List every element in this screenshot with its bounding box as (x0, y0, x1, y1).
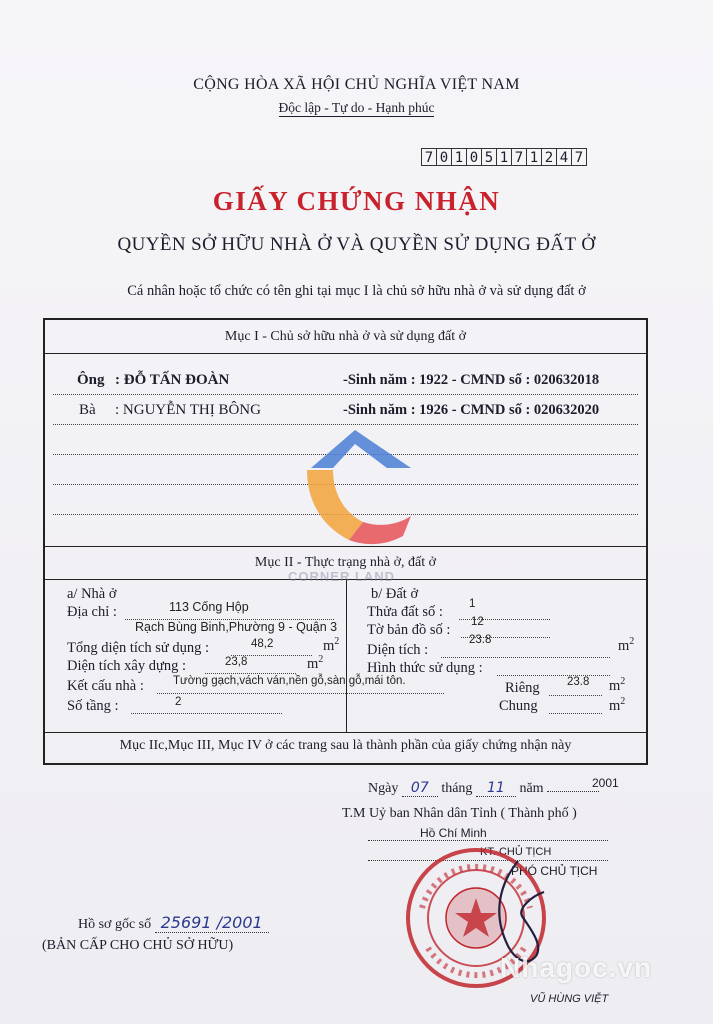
floors-label: Số tầng : (67, 698, 119, 714)
land-area-label: Diện tích : (367, 642, 429, 658)
dotted-rule (497, 675, 610, 676)
land-area-value: 23.8 (469, 634, 492, 646)
site-watermark: Nhagoc.vn (500, 952, 653, 983)
chair-title: PHÓ CHỦ TỊCH (511, 864, 598, 878)
dotted-rule (131, 713, 282, 714)
serial-digit: 7 (421, 148, 437, 166)
committee-city: Hồ Chí Minh (420, 826, 487, 840)
serial-digit: 0 (436, 148, 452, 166)
issue-year: 2001 (592, 776, 619, 790)
dotted-rule (441, 657, 610, 658)
corner-land-logo-text: CORNER LAND (288, 569, 396, 584)
deputy-line: KT. CHỦ TỊCH (480, 846, 552, 858)
owner-2-name: : NGUYỄN THỊ BÔNG (115, 402, 261, 418)
land-area-unit: $m^2$ (618, 636, 635, 654)
structure-label: Kết cấu nhà : (67, 678, 144, 694)
dotted-rule (53, 394, 638, 395)
build-area-label: Diện tích xây dựng : (67, 658, 187, 674)
issue-month: 11 (476, 780, 516, 797)
section2-heading: Mục II - Thực trạng nhà ở, đất ở (45, 546, 646, 580)
shared-label: Chung (499, 698, 538, 714)
dotted-rule (549, 713, 602, 714)
table-rule (45, 732, 646, 733)
owner-1-name: : ĐỖ TẤN ĐOÀN (115, 372, 230, 388)
dotted-rule (205, 673, 296, 674)
lot-value: 1 (469, 598, 476, 610)
owner-2-prefix: Bà (79, 402, 96, 418)
file-number (78, 913, 269, 933)
address-label: Địa chỉ : (67, 604, 117, 620)
build-area-value: 23,8 (225, 656, 248, 668)
file-label: Hồ sơ gốc số (78, 917, 152, 932)
owner-2-birth: -Sinh năm : 1926 - CMND số : 020632020 (343, 402, 600, 418)
column-divider (346, 580, 347, 732)
motto-text: Độc lập - Tự do - Hạnh phúc (278, 100, 435, 115)
floors-value: 2 (175, 696, 182, 708)
private-area-value: 23.8 (567, 676, 590, 688)
file-number-value: 25691 /2001 (155, 913, 269, 933)
map-value: 12 (471, 616, 484, 628)
serial-digit: 2 (541, 148, 557, 166)
land-label: b/ Đất ở (371, 586, 419, 602)
corner-land-logo-icon (303, 430, 413, 558)
total-area-label: Tổng diện tích sử dụng : (67, 640, 209, 656)
signer-name: VŨ HÙNG VIỆT (530, 993, 609, 1005)
serial-digit: 7 (511, 148, 527, 166)
address-line-2: Rạch Bùng Binh,Phường 9 - Quận 3 (135, 620, 338, 634)
dotted-rule (53, 424, 638, 425)
owner-1-birth: -Sinh năm : 1922 - CMND số : 020632018 (343, 372, 600, 388)
certificate-subtitle: QUYỀN SỞ HỮU NHÀ Ở VÀ QUYỀN SỬ DỤNG ĐẤT Ở (117, 234, 596, 255)
shared-area-unit: $m^2$ (609, 696, 626, 714)
serial-digit: 1 (526, 148, 542, 166)
serial-number (422, 148, 587, 166)
national-title: CỘNG HÒA XÃ HỘI CHỦ NGHĨA VIỆT NAM (193, 76, 520, 93)
lot-label: Thửa đất số : (367, 604, 443, 620)
certificate-title: GIẤY CHỨNG NHẬN (212, 186, 501, 216)
copy-note: (BẢN CẤP CHO CHỦ SỞ HỮU) (42, 938, 234, 953)
serial-digit: 1 (496, 148, 512, 166)
committee-title: T.M Uỷ ban Nhân dân Tỉnh ( Thành phố ) (342, 806, 577, 821)
motto (0, 100, 713, 116)
owner-1-prefix: Ông (77, 372, 105, 388)
certificate-table (43, 318, 648, 765)
dotted-rule (157, 693, 444, 694)
issue-day: 07 (402, 780, 438, 797)
serial-digit: 5 (481, 148, 497, 166)
serial-digit: 7 (571, 148, 587, 166)
address-line-1: 113 Cống Hộp (169, 600, 249, 614)
serial-digit: 4 (556, 148, 572, 166)
footnote: Mục IIc,Mục III, Mục IV ở các trang sau là thành phần của giấy chứng nhận này (119, 738, 572, 753)
issue-date: Ngày 07 tháng 11 năm (368, 780, 599, 797)
serial-digit: 1 (451, 148, 467, 166)
private-area-unit: $m^2$ (609, 676, 626, 694)
house-label: a/ Nhà ở (67, 586, 117, 602)
intro-text: Cá nhân hoặc tổ chức có tên ghi tại mục I là chủ sở hữu nhà ở và sử dụng đất ở (127, 283, 586, 299)
build-area-unit: $m^2$ (307, 654, 324, 672)
dotted-rule (549, 695, 602, 696)
private-label: Riêng (505, 680, 540, 696)
total-area-unit: $m^2$ (323, 636, 340, 654)
structure-value: Tường gạch,vách ván,nền gỗ,sàn gỗ,mái tôn. (173, 675, 406, 687)
serial-digit: 0 (466, 148, 482, 166)
usage-label: Hình thức sử dụng : (367, 660, 483, 676)
section1-heading: Mục I - Chủ sở hữu nhà ở và sử dụng đất ở (45, 320, 646, 354)
total-area-value: 48,2 (251, 638, 274, 650)
map-label: Tờ bản đồ số : (367, 622, 451, 638)
